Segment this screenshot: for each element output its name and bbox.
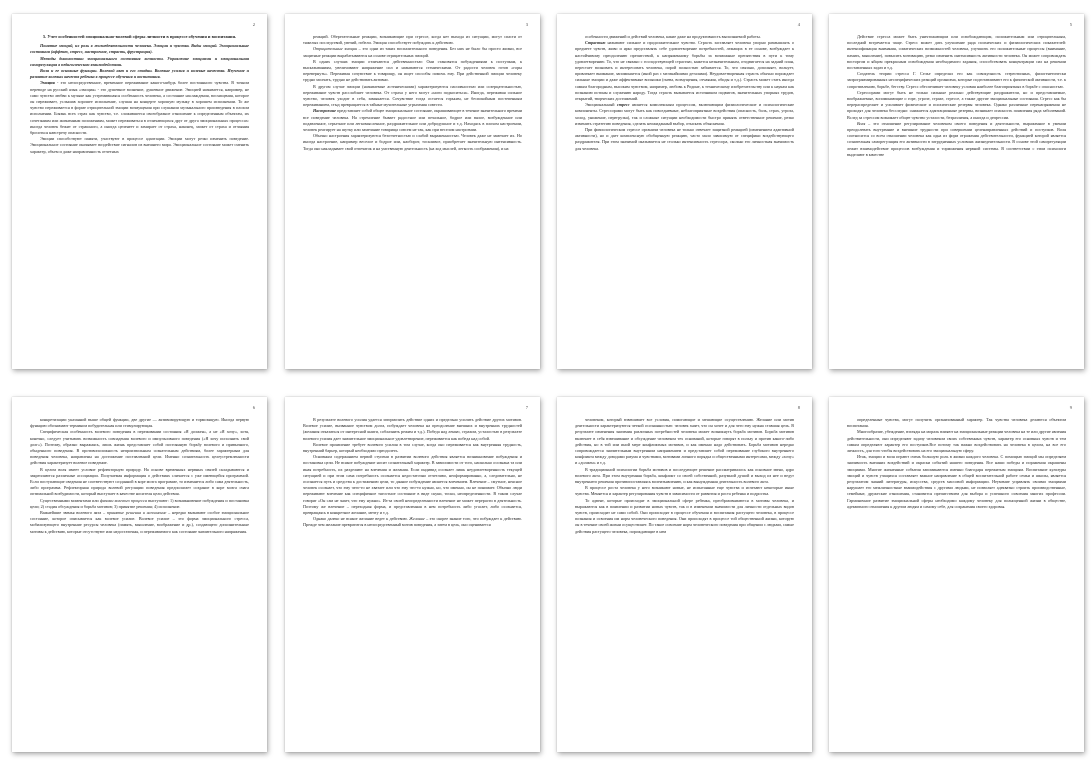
paragraph: То адвент, которые происходят в эмоциональной сфере ребенка, преобразовываются в мотивы человека, и выражаются как в появлении и развитии новых чувств, так и в изменении значимости для личности отдельных видов чувств, происходит не сами собой. Они происходят в процессе обучения и воспитания растущего человека, в процессе познания и освоения им норм человеческого поведения. Они происходят в процессе той общественной жизни, которую он в течение своей жизни осуществляет. По такое освоение норм человеческого поведения при общении с людьми, самые действия растущего человека, порождающие в нем: [575, 497, 794, 534]
document-page-3: [285, 14, 540, 369]
paragraph: Страстью называют сильное и продолжительное чувство. Страсть заставляет человека упорно размышлять о предмете чувств, живо и ярко представлять себе удовлетворение потребностей, лежащих в ее основе, возбуждает к настойчивому преодолению препятствий, к напряженному борьбы за возможные препятствия в пути к тому удовлетворению. То, что не связано с господствующей страстью, кажется незначительным, отодвигается на задний план, перестает волновать и интересовать человека, порой полностью забывается. То, что связано, дополняет, волнует, привлекает внимание, запоминается (иной раз с мельчайшими деталями). Неудовлетворенная страсть обычно порождает сильные эмоции и даже аффективные вспышки (гнева, возмущения, отчаяния, обиды и т.д.). Страсть может стать иногда самым благородным, высоким чувством, например, любовь к Родине, к техническому изобретательству или к наукам как познанию истины и служению народу. Тогда страсть вызывается источником подвигов, значительных упорных трудов, открытий, творческих достижений.: [575, 40, 794, 102]
page-text: [303, 417, 522, 529]
paragraph: Итак, эмоции и воля играют очень большую роль в жизни каждого человека. С помощью эмоций мы определяем значимость внешних воздействий и окраски событий нашего поведения. Все наши победы и поражения окрашены эмоциями. Многие жизненные события запоминаются именно благодаря пережитым эмоциям. Воспитание культуры эмоций и чувств учащихся составляет важное направление в общей воспитательной работе семьи и школы, является результатом знаний литературы, искусства, средств массовой информации. Неумение управлять своими эмоциями нарушает его межличностные взаимодействия с другими людьми, не позволяет адекватно строить производственные, семейные, дружеские отношения, становится препятствием для выбора и успешного освоения многих профессии. Гармоничное развитие эмоциональной сферы необходимо каждому человеку для полноценной жизни в обществе, адекватного отношения к другим людям и самому себе, для сохранения своего здоровья.: [847, 454, 1066, 509]
paragraph: При физиологическом стрессе организм человека не только отвечает защитной реакцией (изменением адаптивной активности), но и дает комплексную обобщенную реакцию, часто мало зависимую от специфики воздействующего раздражителя. При этом значимой оказывается не столько интенсивность стрессора, сколько его личностная значимость для человека.: [575, 127, 794, 151]
paragraph: Понятие эмоций, их роль в жизнедеятельности человека. Эмоции и чувства. Виды эмоций. Эмоциональные состояния (аффект, стресс, настроение, страсть, фрустрация).: [30, 43, 249, 55]
paragraph: Настроение представляет собой общее эмоциональное состояние, окрашивающее в течение значительного времени все поведение человека. На стремление бывает радостное или печальное, бодрое или вялое, возбужденное или подавленное, серьезное или легкомысленное, раздражительное или добродушное и т.д. Находясь в плохом настроении, человек реагирует на шутку или замечание товарища совсем не так, как при веселом настроении.: [303, 108, 522, 133]
paragraph: Эмоции способствуют памяти, участвуют в процессе адаптации. Эмоции могут резко изменить поведение. Эмоциональное состояние оказывает воздействие сигналов из внешнего мира. Эмоциональное состояние может сменить характер, объем и даже направленность отчетных: [30, 136, 249, 154]
paragraph: В результате волевого усилия удается затормозить действие одних и предельно усилить действие других мотивов. Волевое усилие, вызванное чувством долга, побуждает человека на преодоление внешних и внутренних трудностей (желания отказаться от интересной книги, соблазнить режим и т.д.). Победа над ленью, страхом, усталостью в результате волевого усилия дает значительное эмоциональное удовлетворение, переживается как победа над собой.: [303, 417, 522, 441]
page-number: 5: [1069, 22, 1072, 27]
section-title: 5. Учет особенностей эмоционально-волевой сферы личности в процессе обучения и воспитания.: [42, 34, 237, 39]
page-text: [847, 34, 1066, 158]
document-page-4: [557, 14, 812, 369]
paragraph: В одних случаях эмоции отличаются действенностью: Они становятся побуждениями к поступкам, к высказываниям, увеличивают напряжение сил и называются стеническими. От радости человек готов «горы перевернуть». Переживая сочувствие к товарищу, он ищет способы помочь ему. При действенной эмоции человеку трудно молчать, трудно не действовать активно.: [303, 58, 522, 83]
page-text: [575, 417, 794, 535]
paragraph: конкретизации указанной выше общей функции, две другие — активизирующую и тормозящую. Иногда первую функцию обозначают термином побудительная или стимулирующая.: [30, 417, 249, 429]
document-page-8: [557, 397, 812, 752]
paragraph: Создатель теории стресса Г. Селье определял его как совокупность стереотипных, филогенетически запрограммированных неспецифических реакций организма, которые подготавливают его к физической активности, т.е. к сопротивлению, борьбе, бегству. Стресс обеспечивает человеку условия наиболее благоприятных в борьбе с опасностью.: [847, 71, 1066, 89]
page-text: [303, 34, 522, 152]
paragraph: Специфическая особенность волевого поведения в переживании состояния «Я должен», а не «Я хочу», хотя, конечно, следует учитывать возможность совпадения волевого и импульсивного поведения («Я хочу исполнить свой долг»). Поэтому, образно выражаясь, лишь жизнь представляет собой постоянную борьбу волевого и привычного, обыденного поведения. В противоположность непроизвольным сознательным действиям, более характерным для поведения человека, направлены на достижение поставленной цели. Именно сознательность целеустремленности действия характеризует волевое поведение.: [30, 429, 249, 466]
paragraph: В процессе роста человека у него возникают новые, не испытанные еще чувства и исчезают некоторые иные чувства. Меняется и характер регулирования чувств в зависимости от развития и роста ребенка и подростка.: [575, 485, 794, 497]
document-page-5: [829, 14, 1084, 369]
page-text: [30, 34, 249, 155]
paragraph: Воля – это отношение регулирование человеком своего поведения и деятельности, выраженное в умении преодолевать внутренние и внешние трудности при совершении целенаправленных действий и поступков. Воля соотносится со всем отношении человека как одна из форм отражения действительности, функцией которой является сознательная саморегуляция его активности в затрудненных условиях жизнедеятельности. В основе этой саморегуляции лежит взаимодействие процессов возбуждения и торможения нервной системы. В соответствии с этим психологи выделяют в качестве: [847, 120, 1066, 157]
paragraph: особенности движений и действий человека, какие даже на продуктивность выполняемой работы.: [585, 34, 761, 39]
page-number: 3: [525, 22, 528, 27]
page-text: [575, 34, 794, 152]
page-number: 2: [252, 22, 255, 27]
page-number: 9: [1069, 405, 1072, 410]
paragraph: реакций. Оберегательные реакции, возникающие при стрессе, когда нет выхода из ситуации, могут спасти от тяжелых последствий, увечий, гибели. Эмоция способствует побуждать к действию.: [303, 34, 522, 46]
paragraph: В другом случае эмоции (называемые астеническими) характеризуются пассивностью или созерцательностью, переживание чувств расслабляет человека. От страха у него могут «ноги подкоситься». Иногда, переживая сильное чувство, человек уходит в себя, замыкается. Сочувствие тогда остается горьким, не беспокойным постепенным переживанием, стыд превращается в тайные мучительные угрызения совести.: [303, 83, 522, 108]
document-page-6: [12, 397, 267, 752]
paragraph: Стрессорами могут быть не только сильные реально действующие раздражители, но и представляемые, воображаемые, вспоминающие о горе, угрозе, страхе, стрессе, а также другие эмоциональные состояния. Стресс как бы перераспределяет и усиливает физические и психические резервы человека. Однако различные перенапряжения не проходят для человека бесследно: снижается адаптационные резервы, возникает опасность появления ряда заболеваний. Вслед за стрессом возникает общее чувство усталости, безразличия, а иногда и депрессии.: [847, 89, 1066, 120]
document-page-2: [12, 14, 267, 369]
paragraph: определенные чувства, могут получить организованный характер. Так чувства человека делаются объектом воспитания.: [847, 417, 1066, 429]
paragraph: человеком, который взвешивает все условия, помогающие и мешающие осуществлению. Желание или мотив деятельности характеризуются четкой осознанностью: человек знает, что он хочет и для чего ему нужна ставшая цель. В результате изменения значения различных потребностей человека может возникнуть борьба мотивов. Борьба мотивов включает в себя взвешивание и обсуждение человеком тех оснований, которые говорят в пользу и против какого-либо действия, но в той или иной мере конфликтных мотивов, и как именно надо действовать. Борьба мотивов нередко сопровождается значительным внутренним напряжением и представляет собой переживание глубокого внутреннего конфликта между доводами разума и чувствами, мотивами личного порядка и общественными интересами, между «хочу» и «должен» и т.д.: [575, 417, 794, 466]
paragraph: Воля и ее основные функции. Волевой акт и его стадии. Волевые усилия и волевые качества. Изучение и развитие волевых качеств ребенка в процессе обучения и воспитания.: [30, 68, 249, 80]
paragraph: В традиционной психологии борьба мотивов и последующее решение рассматривалось как основное звено, ядро волевого акта. При этом внутренняя борьба, конфликт со своей собственной, разумной душой и выход из нее и ведут внутреннего решения противопоставляясь волеизъявлению, и как вынужденная деятельность волевого акта.: [575, 466, 794, 485]
paragraph: Существенными моментами или фазами волевого процесса выступают: 1) возникновение побуждения и постановка цели; 2) стадия обсуждения и борьба мотивов; 3) принятие решения; 4) исполнение.: [30, 497, 249, 509]
page-number: 6: [252, 405, 255, 410]
page-text: [847, 417, 1066, 510]
paragraph: Однако далеко не всякое желание ведет к действию. Желание – это скорее знание того, что побуждает к действию. Прежде чем желание превратится в непосредственный мотив поведения, а затем в цель, оно оценивается: [303, 516, 522, 528]
page-number: 4: [797, 22, 800, 27]
paragraph: Основным содержанием первой ступени в развитии волевого действия является возникновение побуждения и постановка цели. Не всякое побуждение носит сознательный характер. В зависимости от того, насколько осознана та или иная потребность, их разделяют на влечения и желания. Если индивид осознает лишь неудовлетворенность текущей ситуацией и при этом сама потребность осознается недостаточно отчетливо, неоформированно, а, следовательно, не осознается путь и средства к достижению цели, то данное побуждение является влечением. Влечение – смутное, неясное человек осознает, что ему чего-то не хватает или что ему что-то нужно, но, что именно, он не понимает. Обычно люди переживают влечение как специфичное тягостное состояние в виде скуки, тоски, неопределенности. В таком случае говорят «Он сам не знает, что ему нужно». Из-за своей неопределенности влечение не может перерасти в деятельность. Поэтому же влечение – переходная форма, и представленная в нем потребность либо угасает, либо осознается, превращаясь в конкретное желание, мечту и т.д.: [303, 454, 522, 516]
paragraph: Важнейшие звенья волевого акта – принятие решения и исполнение – нередко вызывают особое эмоциональное состояние, которое описывается как волевое усилие. Волевое усилие – это форма эмоционального стресса, мобилизующего внутренние ресурсы человека (память, мышление, воображение и др.), создающего дополнительные мотивы к действию, которые отсутствуют или недостаточны, и переживаемого как состояние значительного напряжения.: [30, 510, 250, 534]
paragraph: Обычно настроения характеризуются безотчетностью и слабой выраженностью. Человек даже не замечает их. Но иногда настроение, например веселое и бодрое или, наоборот, тоскливое, приобретает значительную интенсивность. Тогда оно накладывает свой отпечаток и на умственную деятельность (на ход мыслей, легкость соображения), и на: [303, 133, 522, 151]
paragraph: Отрицательные эмоции – это одни из таких воспалительного поведения. Без них не было бы просто жизни, все защитные реакции вырабатываются на основе отрицательных эмоций.: [303, 46, 522, 58]
paragraph: Действие стресса может быть уничтожающим или освобождающим, положительным или отрицательным, последний встречается чаще. Стресс может дать улучшение ряда психических и физиологических показателей: интенсификация внимания, соматических возможностей человека, улучшить его положительные процессы (внимание, память, мышление), повысить мотивацию, резко изменить интенсивность активности человека. Он может сопровождать восторгом и яйцом прекрасным освобождения необходимого задания, способствовать концентрации сил на решении поставленных задач и т.д.: [847, 34, 1066, 71]
paragraph: Волевое проявление требует волевого усилия в том случае, когда оно переживается как внутренняя трудность, внутренний барьер, который необходимо преодолеть.: [303, 441, 522, 454]
document-page-9: [829, 397, 1084, 752]
paragraph: Эмоциональный стресс является комплексным процессом, включающим физиологические и психологические компоненты. Стрессорами могут быть как повседневные, неблагоприятные воздействия (опасность, боль, страх, угроза, холод, унижение, перегрузка), так и сложные ситуации необходимости быстро принять ответственное решение, резко изменить стратегию поведения, сделать неожиданный выбор, отыскать объяснения.: [575, 102, 794, 126]
document-page-7: [285, 397, 540, 752]
paragraph: Многообразие, убеждение, взгляды на мораль влияют на эмоциональные реакции человека на те или другие явления действительности, они определяют задачу человеком своих собственных чувств, характер его основных чувств и тем самым определяют характер его поступков.Все потому так важно воздействовать на человека в целом, на все его личность, для того чтобы воздействовать на его эмоциональную сферу.: [847, 429, 1066, 454]
paragraph: Эмоция - это непосредственное, временное переживание какого-нибудь более постоянного чувства. В точном переводе на русский язык «эмоция» - это душевное волнение, душевное движение. Эмоцией называется, например, не само чувство любви к музыке как устремившаяся особенность человека, а состояние наслаждения, восхищения, которое он переживает, услышав хорошее исполнение, слушая на концерте хорошую музыку в хорошем исполнении. То же чувство переживается в форме отрицательной эмоции возмущения при слушании музыкального произведения в плохом исполнении. Боязнь всех страх как чувство, т.е. сложившееся своеобразное отношение к определенным объектам, их сочетаниям или жизненным положениям, может переживаться в отличающихся друг от друга эмоциональных процессах: иногда человек бежит от страшного, а иногда цепенеет и замирает от страха, наконец, может от страха и отчаяния броситься навстречу опасности.: [30, 80, 249, 136]
page-number: 8: [797, 405, 800, 410]
page-number: 7: [525, 405, 528, 410]
paragraph: Методы диагностики эмоционального состояния личности. Управление эмоциями и эмоциональная саморегуляция в педагогическом взаимодействии.: [30, 55, 249, 67]
page-text: [30, 417, 249, 535]
paragraph: В целом воля имеет условие рефлекторную природу. На основе временных нервных связей складываются и закрепляются различные ассоциации. Получаемая информация о действиях сличается с уже имеющейся программой. Если поступающие сведения не соответствуют созданной в коре мозга программе, то изменяется либо сама деятельность, либо программа. Рефлекторная природа волевой регуляции поведения предполагает создание в коре мозга очага оптимальной возбудимости, который выступает в качестве носителя цели действия.: [30, 466, 249, 497]
